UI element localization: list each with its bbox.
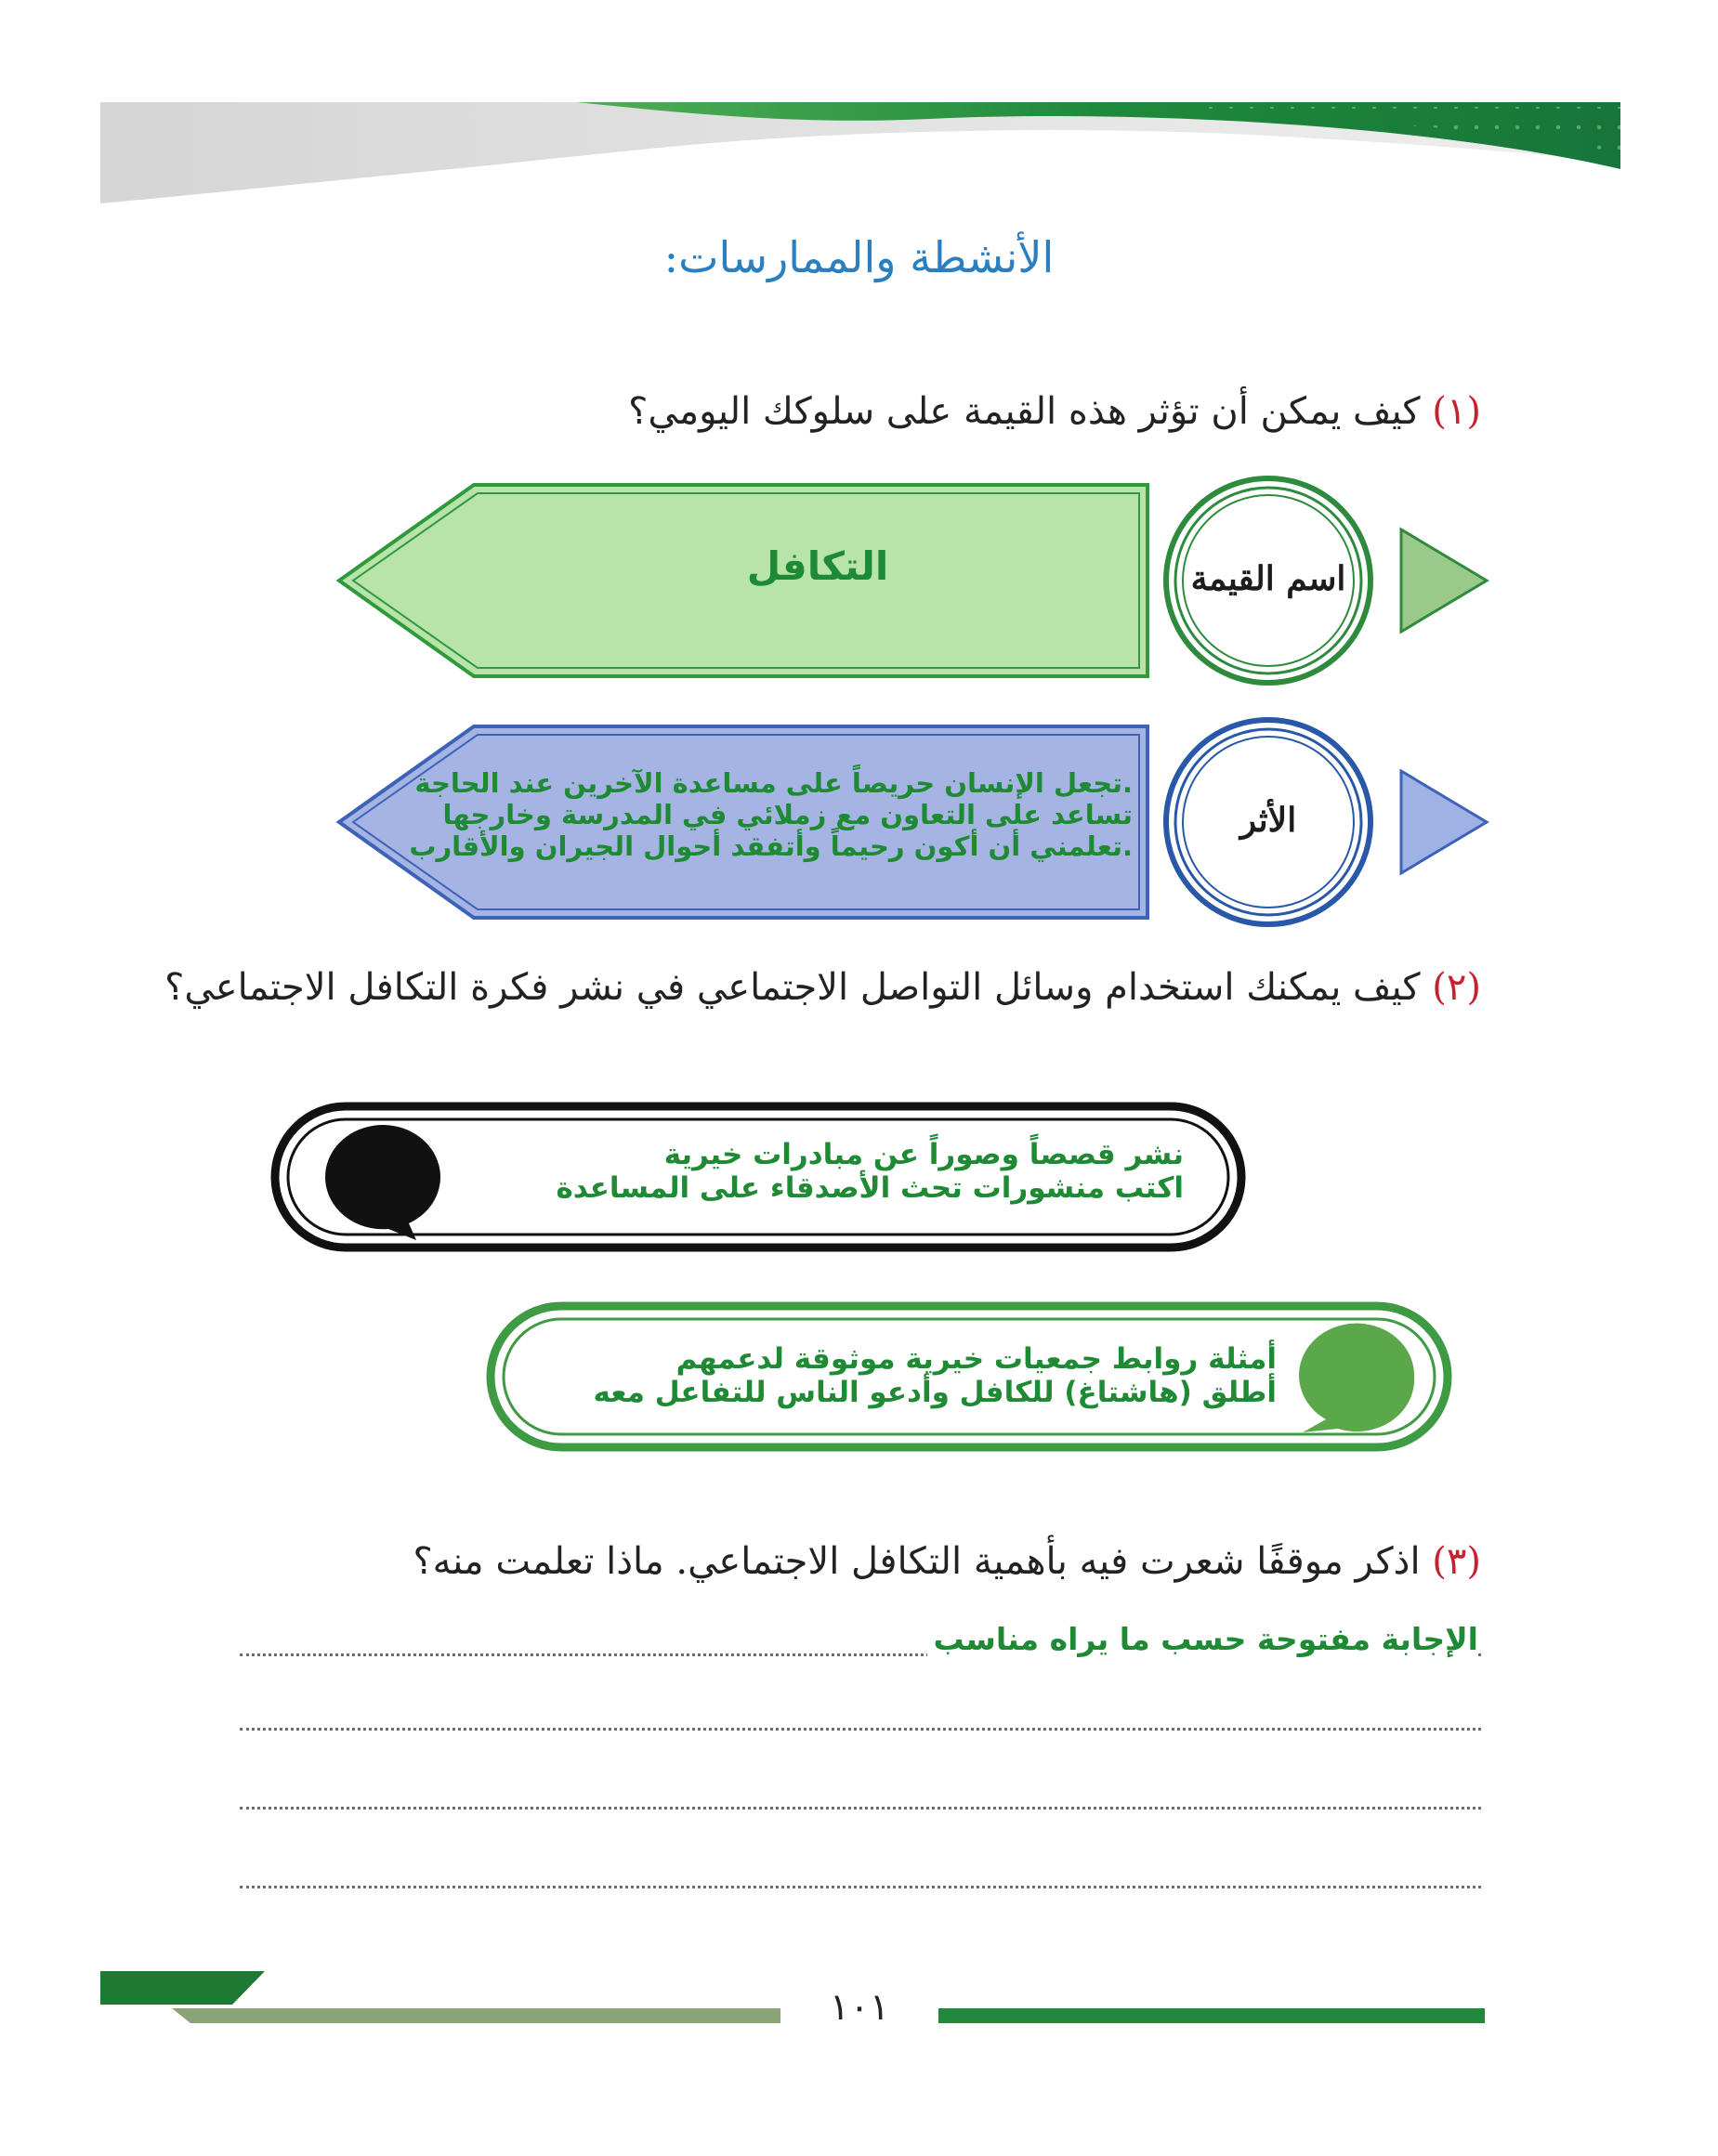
question-2-text: كيف يمكنك استخدام وسائل التواصل الاجتماعي في نشر فكرة التكافل الاجتماعي؟ — [164, 966, 1421, 1009]
header-banner — [0, 0, 1718, 223]
bubble-2-line-2: أطلق (هاشتاغ) للكافل وأدعو الناس للتفاعل معه — [593, 1376, 1277, 1409]
bubble-2-line-1: أمثلة روابط جمعيات خيرية موثوقة لدعمهم — [675, 1342, 1277, 1376]
bubble-1-line-2: اكتب منشورات تحث الأصدقاء على المساعدة — [556, 1171, 1184, 1205]
question-2-number: (٢) — [1432, 966, 1481, 1009]
value-name: التكافل — [746, 543, 889, 589]
question-3 — [413, 1540, 1481, 1583]
question-2 — [164, 966, 1481, 1009]
effect-line-3: .تعلمني أن أكون رحيماً وأتفقد أحوال الجيران والأقارب — [409, 830, 1133, 862]
effect-line-2: تساعد على التعاون مع زملائي في المدرسة وخارجها — [442, 799, 1133, 830]
answer-line-4[interactable] — [240, 1886, 1481, 1888]
question-1-text: كيف يمكن أن تؤثر هذه القيمة على سلوكك اليومي؟ — [628, 390, 1421, 433]
answer-line-2[interactable] — [240, 1728, 1481, 1731]
value-circle-label: اسم القيمة — [1190, 559, 1346, 598]
page-number: ١٠١ — [829, 1986, 890, 2029]
question-3-text: اذكر موقفًا شعرت فيه بأهمية التكافل الاجتماعي. ماذا تعلمت منه؟ — [413, 1540, 1421, 1583]
answer-text: الإجابة مفتوحة حسب ما يراه مناسب — [927, 1621, 1478, 1657]
answer-line-3[interactable] — [240, 1807, 1481, 1810]
effect-circle-label: الأثر — [1239, 801, 1297, 840]
question-1 — [628, 390, 1481, 433]
section-title: الأنشطة والممارسات: — [663, 232, 1055, 282]
effect-line-1: .تجعل الإنسان حريصاً على مساعدة الآخرين عند الحاجة — [414, 767, 1133, 799]
bubble-1-line-1: نشر قصصاً وصوراً عن مبادرات خيرية — [663, 1138, 1184, 1171]
question-1-number: (١) — [1432, 390, 1481, 433]
question-3-number: (٣) — [1432, 1540, 1481, 1583]
